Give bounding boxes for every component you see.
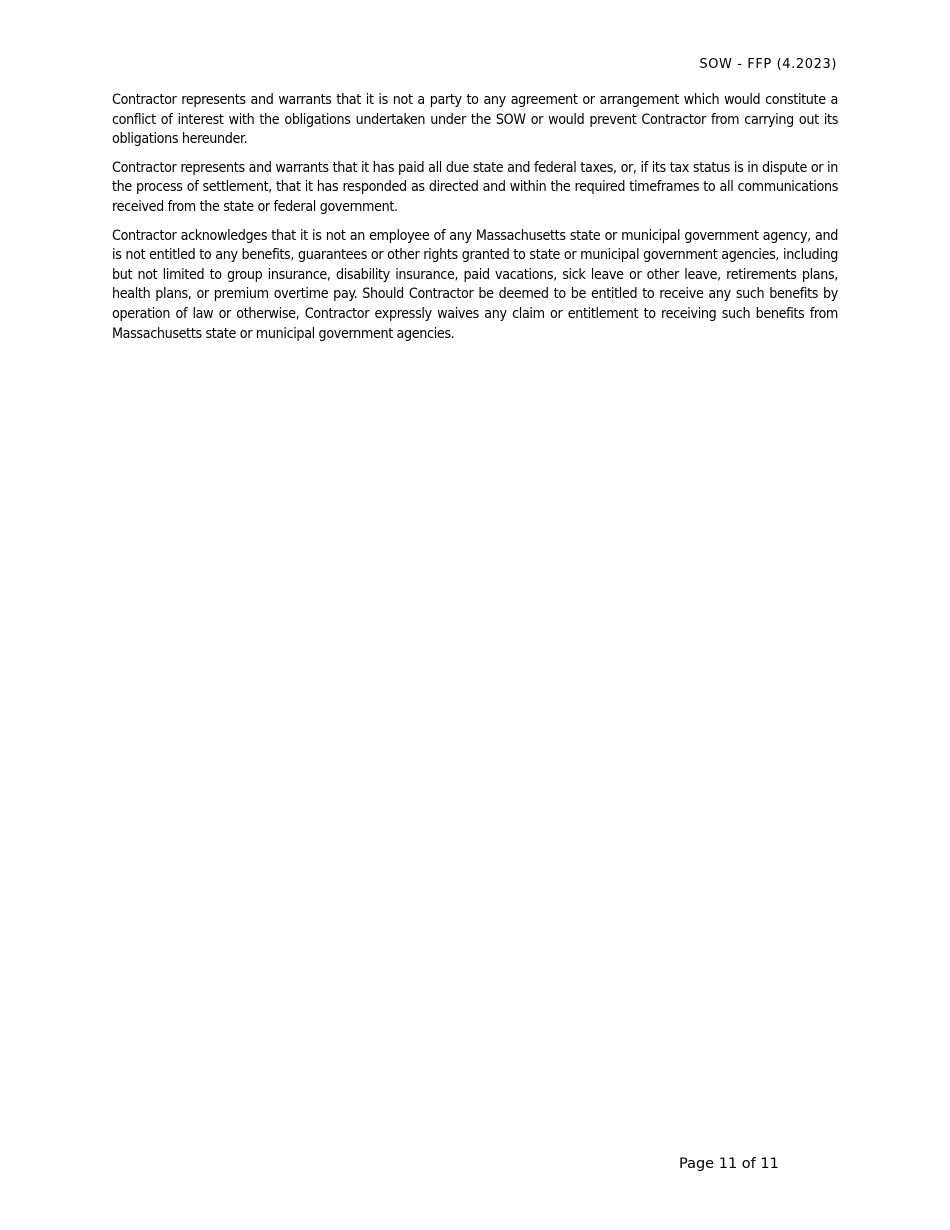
- paragraph-employee-status: Contractor acknowledges that it is not an employee of any Massachusetts state or municipal government agency, and is not entitled to any benefits, guarantees or other rights granted to state or municipal government agencies, including but not limited to group insurance, disability insurance, paid vacations, sick leave or other leave, retirements plans, health plans, or premium overtime pay. Should Contractor be deemed to be entitled to receive any such benefits by operation of law or otherwise, Contractor expressly waives any claim or entitlement to receiving such benefits from Massachusetts state or municipal government agencies.: [112, 227, 838, 342]
- document-body: [112, 91, 838, 353]
- paragraph-conflict-of-interest: Contractor represents and warrants that it is not a party to any agreement or arrangement which would constitute a conflict of interest with the obligations undertaken under the SOW or would prevent Contractor from carrying out its obligations hereunder.: [112, 92, 838, 148]
- page-number: Page 11 of 11: [679, 1156, 779, 1172]
- paragraph-taxes: Contractor represents and warrants that it has paid all due state and federal taxes, or, if its tax status is in dispute or in the process of settlement, that it has responded as directed and within the required timeframes to all communications received from the state or federal government.: [112, 159, 838, 215]
- document-header-reference: SOW - FFP (4.2023): [699, 57, 837, 72]
